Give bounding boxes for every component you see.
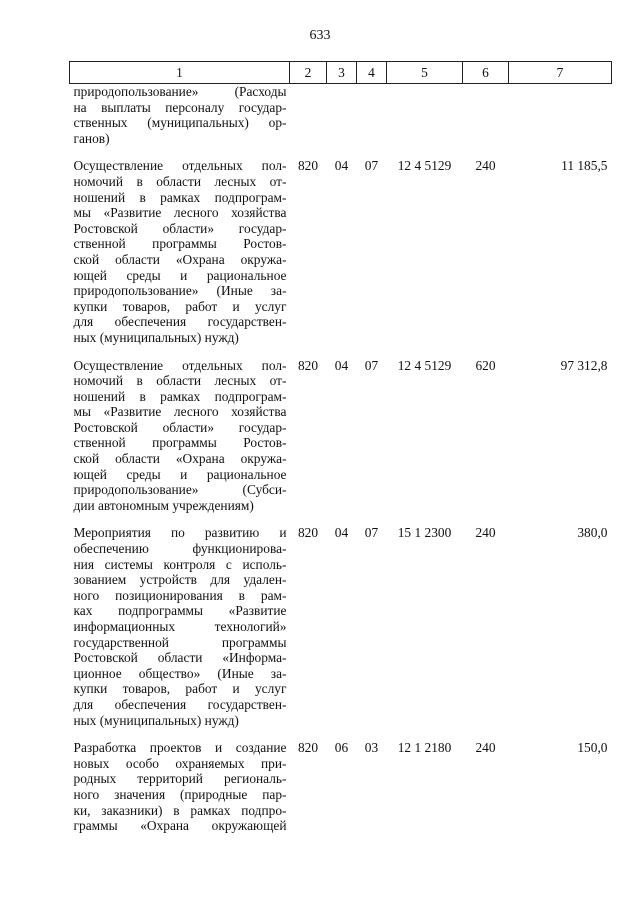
target-article-code: 15 1 2300 <box>397 525 452 541</box>
expense-type-code: 620 <box>475 357 496 373</box>
ved-code: 820 <box>297 158 319 174</box>
description-line: ственных (муниципальных) ор- <box>73 115 287 131</box>
row-description <box>70 740 290 846</box>
table-row <box>70 740 612 846</box>
budget-table <box>69 61 612 846</box>
table-row <box>70 358 612 526</box>
description-line: Осуществление отдельных пол- <box>73 357 287 373</box>
description-line: ской области «Охрана окружа- <box>73 251 287 267</box>
description-line: ного значения (природные пар- <box>73 786 287 802</box>
amount: 11 185,5 <box>561 158 608 174</box>
section-code: 04 <box>334 158 349 174</box>
description-line: ного позиционирования в рам- <box>73 587 287 603</box>
ved-code: 820 <box>297 357 319 373</box>
column-header: 5 <box>387 62 463 84</box>
table-row <box>70 158 612 357</box>
description-line: Ростовской области» государ- <box>73 220 287 236</box>
column-header: 7 <box>509 62 612 84</box>
target-article-code: 12 4 5129 <box>397 357 452 373</box>
target-article-code <box>387 84 463 159</box>
table-row <box>70 525 612 740</box>
section-code: 04 <box>334 357 349 373</box>
description-line: ношений в рамках подпрограм- <box>73 189 287 205</box>
description-line: номочий в области лесных от- <box>73 373 287 389</box>
description-line: Ростовской области» государ- <box>73 419 287 435</box>
description-line: Разработка проектов и создание <box>73 740 287 756</box>
description-line: ственной программы Ростов- <box>73 435 287 451</box>
description-line: мы «Развитие лесного хозяйства <box>73 205 287 221</box>
ved-code: 820 <box>297 525 319 541</box>
expense-type-code: 240 <box>475 525 496 541</box>
row-description <box>70 158 290 357</box>
expense-type-code: 240 <box>475 158 496 174</box>
description-line: ционное общество» (Иные за- <box>73 665 287 681</box>
section-code: 04 <box>334 525 349 541</box>
subsection-code: 07 <box>364 158 379 174</box>
column-header: 4 <box>357 62 387 84</box>
ved-code: 820 <box>297 740 319 756</box>
description-line: обеспечению функционирова- <box>73 541 287 557</box>
description-line: государственной программы <box>73 634 287 650</box>
column-header: 1 <box>70 62 290 84</box>
amount: 380,0 <box>577 525 608 541</box>
description-line: зованием устройств для удален- <box>73 572 287 588</box>
description-line: ках подпрограммы «Развитие <box>73 603 287 619</box>
column-header: 3 <box>327 62 357 84</box>
description-line: природопользование» (Субси- <box>73 482 287 498</box>
description-line: родных территорий региональ- <box>73 771 287 787</box>
expense-type-code: 240 <box>475 740 496 756</box>
description-line: граммы «Охрана окружающей <box>73 818 287 834</box>
description-line: ющей среды и рациональное <box>73 267 287 283</box>
description-line: ки, заказники) в рамках подпро- <box>73 802 287 818</box>
row-description <box>70 358 290 526</box>
row-description <box>70 84 290 159</box>
description-line: купки товаров, работ и услуг <box>73 298 287 314</box>
amount <box>509 84 612 159</box>
description-line: новых особо охраняемых при- <box>73 755 287 771</box>
description-line: на выплаты персоналу государ- <box>73 99 287 115</box>
description-line: для обеспечения государствен- <box>73 696 287 712</box>
description-line: природопользование» (Иные за- <box>73 283 287 299</box>
table-header <box>70 62 612 84</box>
expense-type-code <box>463 84 509 159</box>
description-line: ных (муниципальных) нужд) <box>73 329 239 345</box>
description-line: ния системы контроля с исполь- <box>73 556 287 572</box>
target-article-code: 12 4 5129 <box>397 158 452 174</box>
amount: 150,0 <box>577 740 608 756</box>
description-line: купки товаров, работ и услуг <box>73 681 287 697</box>
subsection-code <box>357 84 387 159</box>
description-line: ющей среды и рациональное <box>73 466 287 482</box>
description-line: Ростовской области «Информа- <box>73 650 287 666</box>
description-line: Мероприятия по развитию и <box>73 525 287 541</box>
target-article-code: 12 1 2180 <box>397 740 452 756</box>
description-line: ганов) <box>73 130 110 146</box>
description-line: для обеспечения государствен- <box>73 314 287 330</box>
page-number: 633 <box>309 28 331 43</box>
description-line: природопользование» (Расходы <box>73 84 287 99</box>
description-line: мы «Развитие лесного хозяйства <box>73 404 287 420</box>
table-row <box>70 84 612 159</box>
ved-code <box>290 84 327 159</box>
section-code: 06 <box>334 740 349 756</box>
subsection-code: 07 <box>364 525 379 541</box>
description-line: номочий в области лесных от- <box>73 173 287 189</box>
amount: 97 312,8 <box>560 357 608 373</box>
column-header: 6 <box>463 62 509 84</box>
column-header: 2 <box>290 62 327 84</box>
description-line: ношений в рамках подпрограм- <box>73 388 287 404</box>
subsection-code: 07 <box>364 357 379 373</box>
description-line: ственной программы Ростов- <box>73 236 287 252</box>
subsection-code: 03 <box>364 740 379 756</box>
description-line: информационных технологий» <box>73 619 287 634</box>
description-line: ской области «Охрана окружа- <box>73 451 287 467</box>
description-line: ных (муниципальных) нужд) <box>73 712 239 728</box>
description-line: Осуществление отдельных пол- <box>73 158 287 174</box>
row-description <box>70 525 290 740</box>
description-line: дии автономным учреждениям) <box>73 497 254 513</box>
section-code <box>327 84 357 159</box>
table-body <box>70 84 612 846</box>
